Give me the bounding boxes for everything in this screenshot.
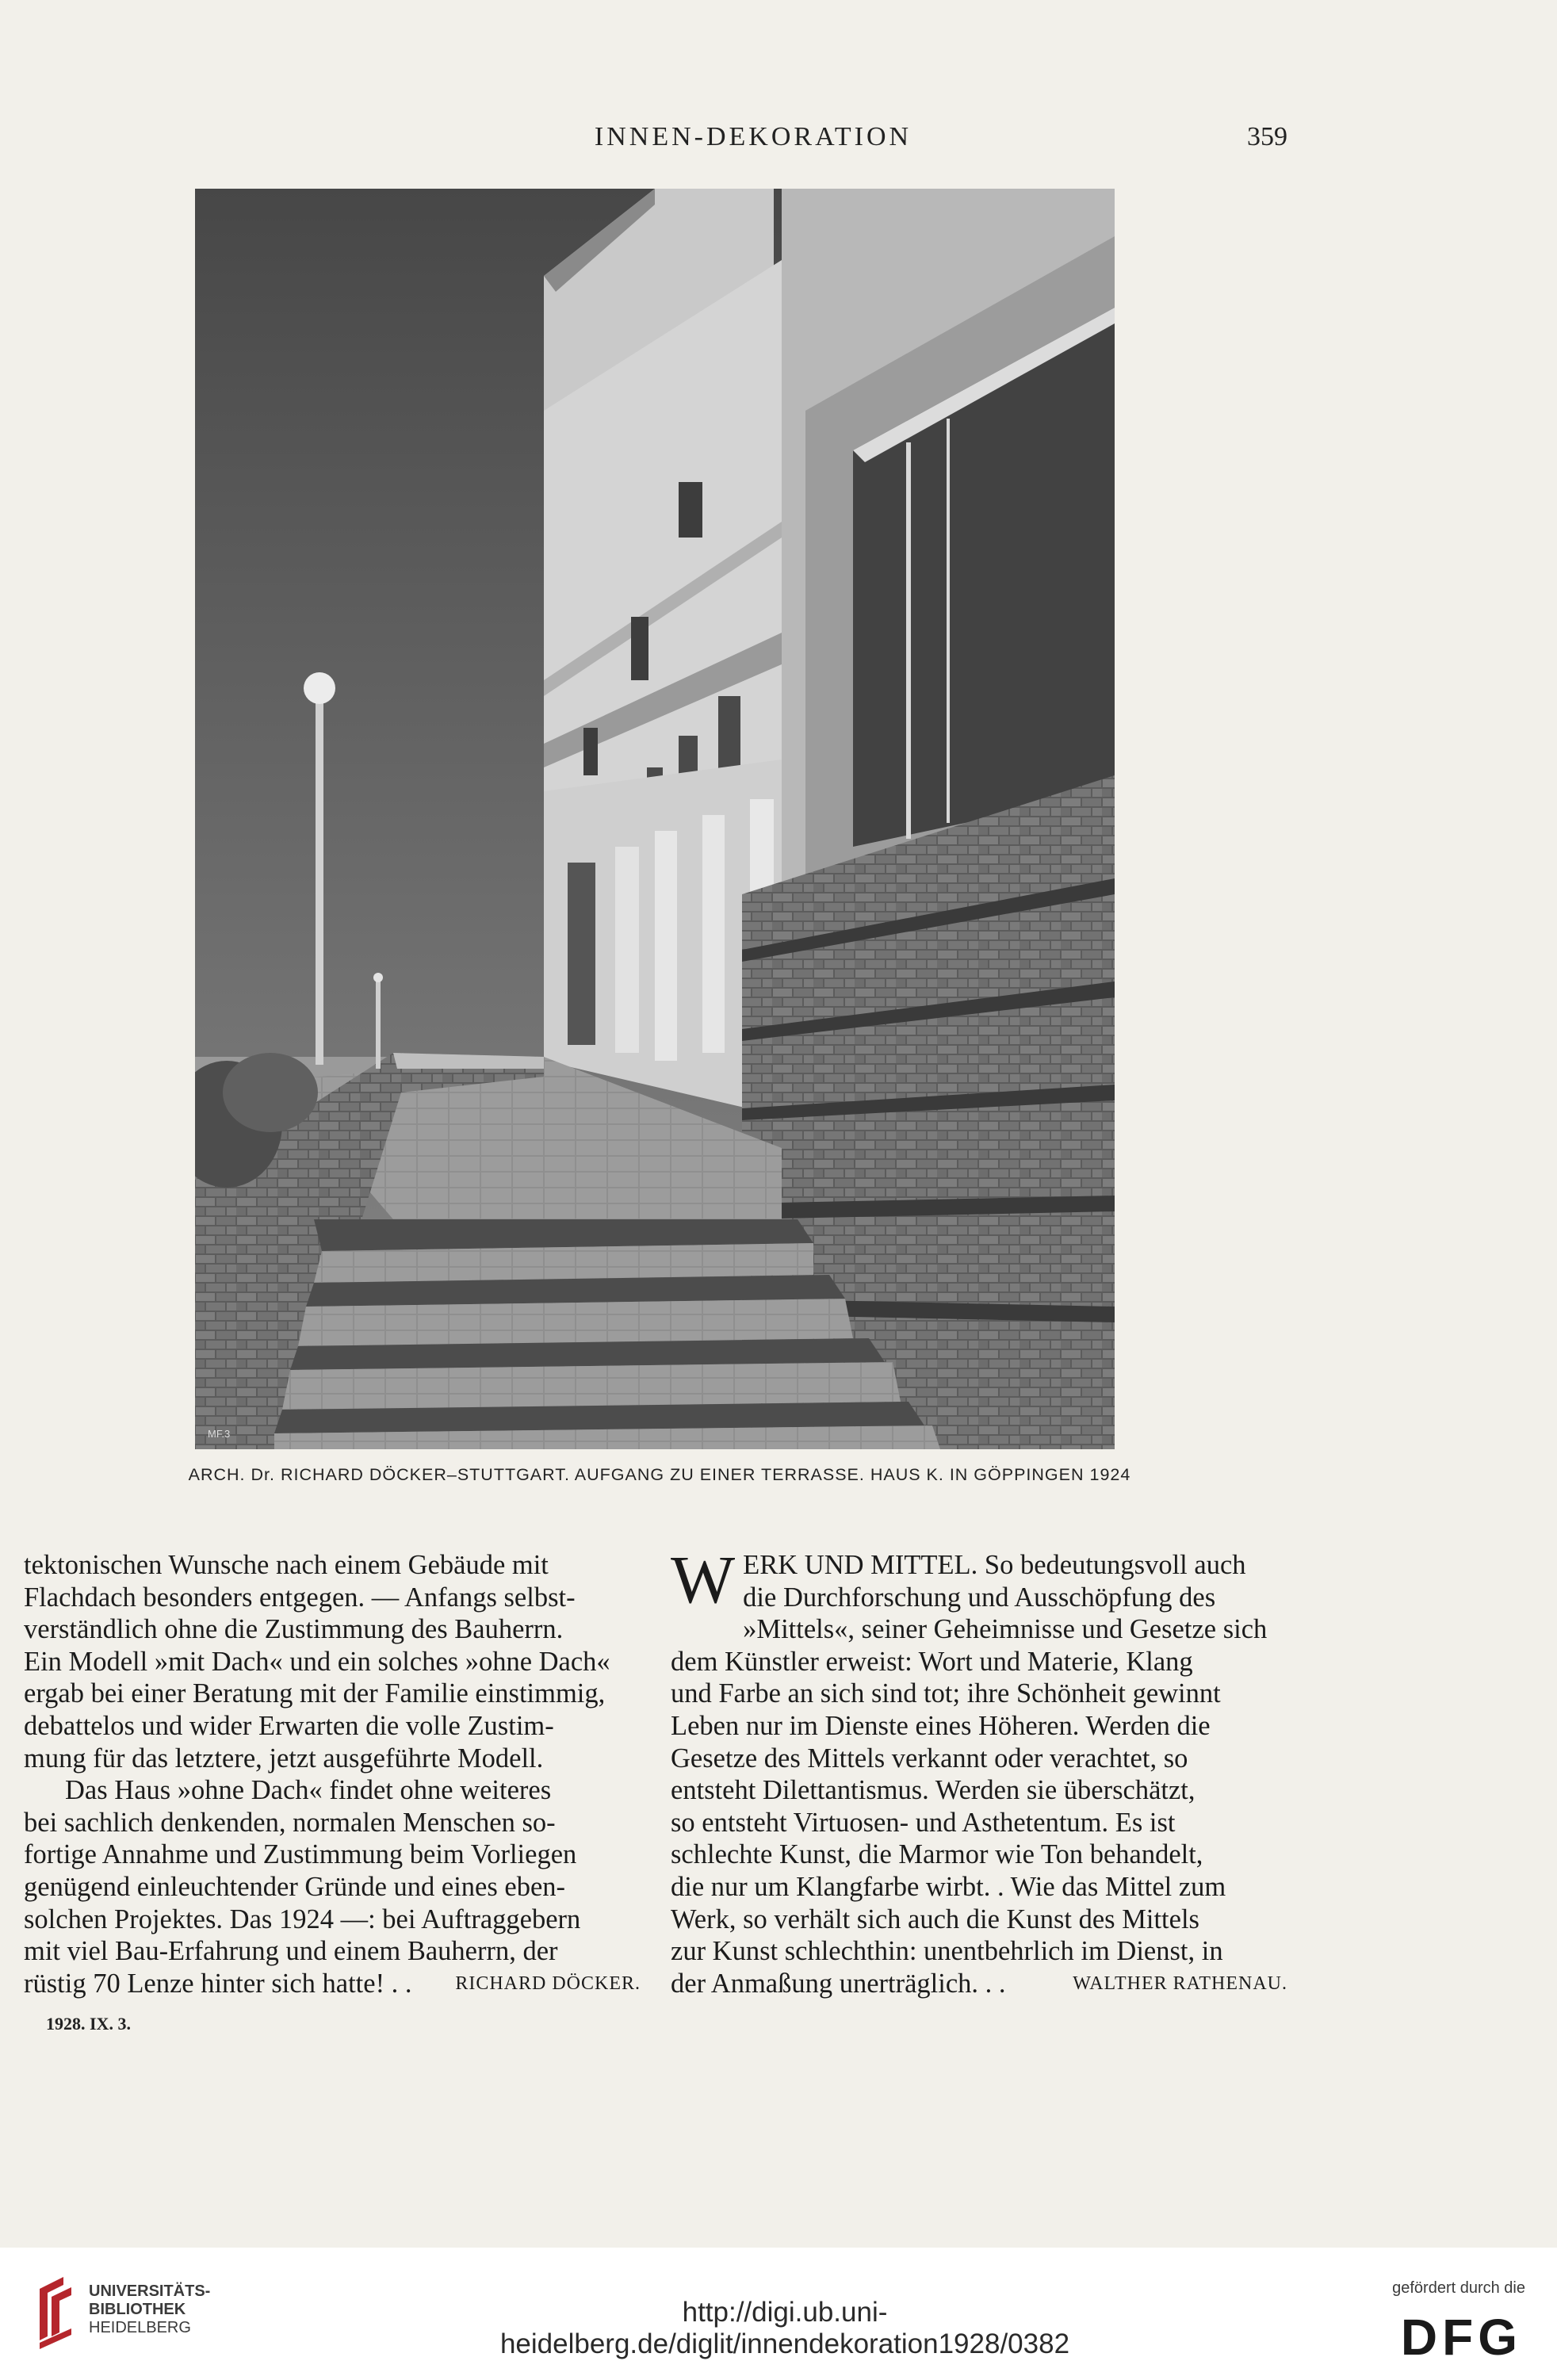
library-name-line: HEIDELBERG — [89, 2319, 191, 2336]
text-line: die nur um Klangfarbe wirbt. . Wie das Mittel zum — [671, 1871, 1226, 1902]
running-title: INNEN-DEKORATION — [594, 122, 912, 151]
text-line: mung für das letztere, jetzt ausgeführte Modell. — [24, 1743, 544, 1774]
text-line: schlechte Kunst, die Marmor wie Ton behandelt, — [671, 1839, 1203, 1870]
text-line: tektonischen Wunsche nach einem Gebäude mit — [24, 1550, 549, 1580]
text-line: fortige Annahme und Zustimmung beim Vorliegen — [24, 1839, 577, 1870]
text-line: Ein Modell »mit Dach« und ein solches »ohne Dach« — [24, 1646, 610, 1677]
library-name — [89, 2282, 210, 2337]
permalink-url[interactable]: http://digi.ub.uni-heidelberg.de/diglit/innendekoration1928/0382 — [499, 2297, 1070, 2359]
funded-by-label: gefördert durch die — [1392, 2279, 1525, 2297]
text-line-last — [671, 1968, 1287, 2000]
architecture-photo — [195, 189, 1115, 1449]
page-number: 359 — [1247, 122, 1287, 151]
right-column — [671, 1541, 1287, 1999]
text-line: ergab bei einer Beratung mit der Familie einstimmig, — [24, 1678, 606, 1709]
library-name-line: BIBLIOTHEK — [89, 2301, 186, 2318]
text-line: verständlich ohne die Zustimmung des Bauherrn. — [24, 1614, 564, 1645]
text-line: Werk, so verhält sich auch die Kunst des Mittels — [671, 1904, 1199, 1934]
library-logo-icon — [32, 2273, 79, 2352]
text-line: Gesetze des Mittels verkannt oder verachtet, so — [671, 1743, 1188, 1774]
text-line: so entsteht Virtuosen- und Asthetentum. Es ist — [671, 1807, 1176, 1838]
text-line: genügend einleuchtender Gründe und eines eben- — [24, 1871, 566, 1902]
text-fragment: So bedeutungsvoll auch — [984, 1550, 1246, 1580]
text-line: dem Künstler erweist: Wort und Materie, Klang — [671, 1646, 1193, 1677]
last-line-text: rüstig 70 Lenze hinter sich hatte! . . — [24, 1968, 412, 1999]
signature-mark: 1928. IX. 3. — [46, 2014, 131, 2034]
text-line: debattelos und wider Erwarten die volle Zustim- — [24, 1710, 554, 1741]
section-heading: ERK UND MITTEL. — [743, 1550, 978, 1580]
text-line: und Farbe an sich sind tot; ihre Schönheit gewinnt — [671, 1678, 1221, 1709]
library-name-line: UNIVERSITÄTS- — [89, 2282, 211, 2300]
footer-bar — [0, 2248, 1557, 2380]
text-line: mit viel Bau-Erfahrung und einem Bauherrn, der — [24, 1936, 558, 1967]
author-signature: RICHARD DÖCKER. — [455, 1972, 641, 1994]
text-line: solchen Projektes. Das 1924 —: bei Auftraggebern — [24, 1904, 581, 1934]
left-column — [24, 1549, 641, 1999]
text-line-heading — [671, 1549, 1287, 1582]
last-line-text: der Anmaßung unerträglich. . . — [671, 1968, 1006, 1999]
text-line: »Mittels«, seiner Geheimnisse und Gesetze sich — [743, 1614, 1268, 1645]
figure-caption: ARCH. Dr. RICHARD DÖCKER–STUTTGART. AUFGANG ZU EINER TERRASSE. HAUS K. IN GÖPPINGEN 1924 — [188, 1465, 1131, 1484]
text-line: die Durchforschung und Ausschöpfung des — [743, 1582, 1216, 1613]
text-line-last — [24, 1968, 641, 2000]
photo-mark: MF.3 — [208, 1428, 231, 1440]
text-line: zur Kunst schlechthin: unentbehrlich im Dienst, in — [671, 1936, 1223, 1967]
drop-cap: W — [671, 1541, 736, 1617]
dfg-logo: DFG — [1400, 2309, 1522, 2366]
text-line: Leben nur im Dienste eines Höheren. Werden die — [671, 1710, 1211, 1741]
author-signature: WALTHER RATHENAU. — [1073, 1972, 1287, 1994]
text-line: Flachdach besonders entgegen. — Anfangs selbst- — [24, 1582, 576, 1613]
text-line: Das Haus »ohne Dach« findet ohne weiteres — [65, 1775, 552, 1806]
text-line: entsteht Dilettantismus. Werden sie überschätzt, — [671, 1775, 1195, 1806]
text-line: bei sachlich denkenden, normalen Menschen so- — [24, 1807, 556, 1838]
